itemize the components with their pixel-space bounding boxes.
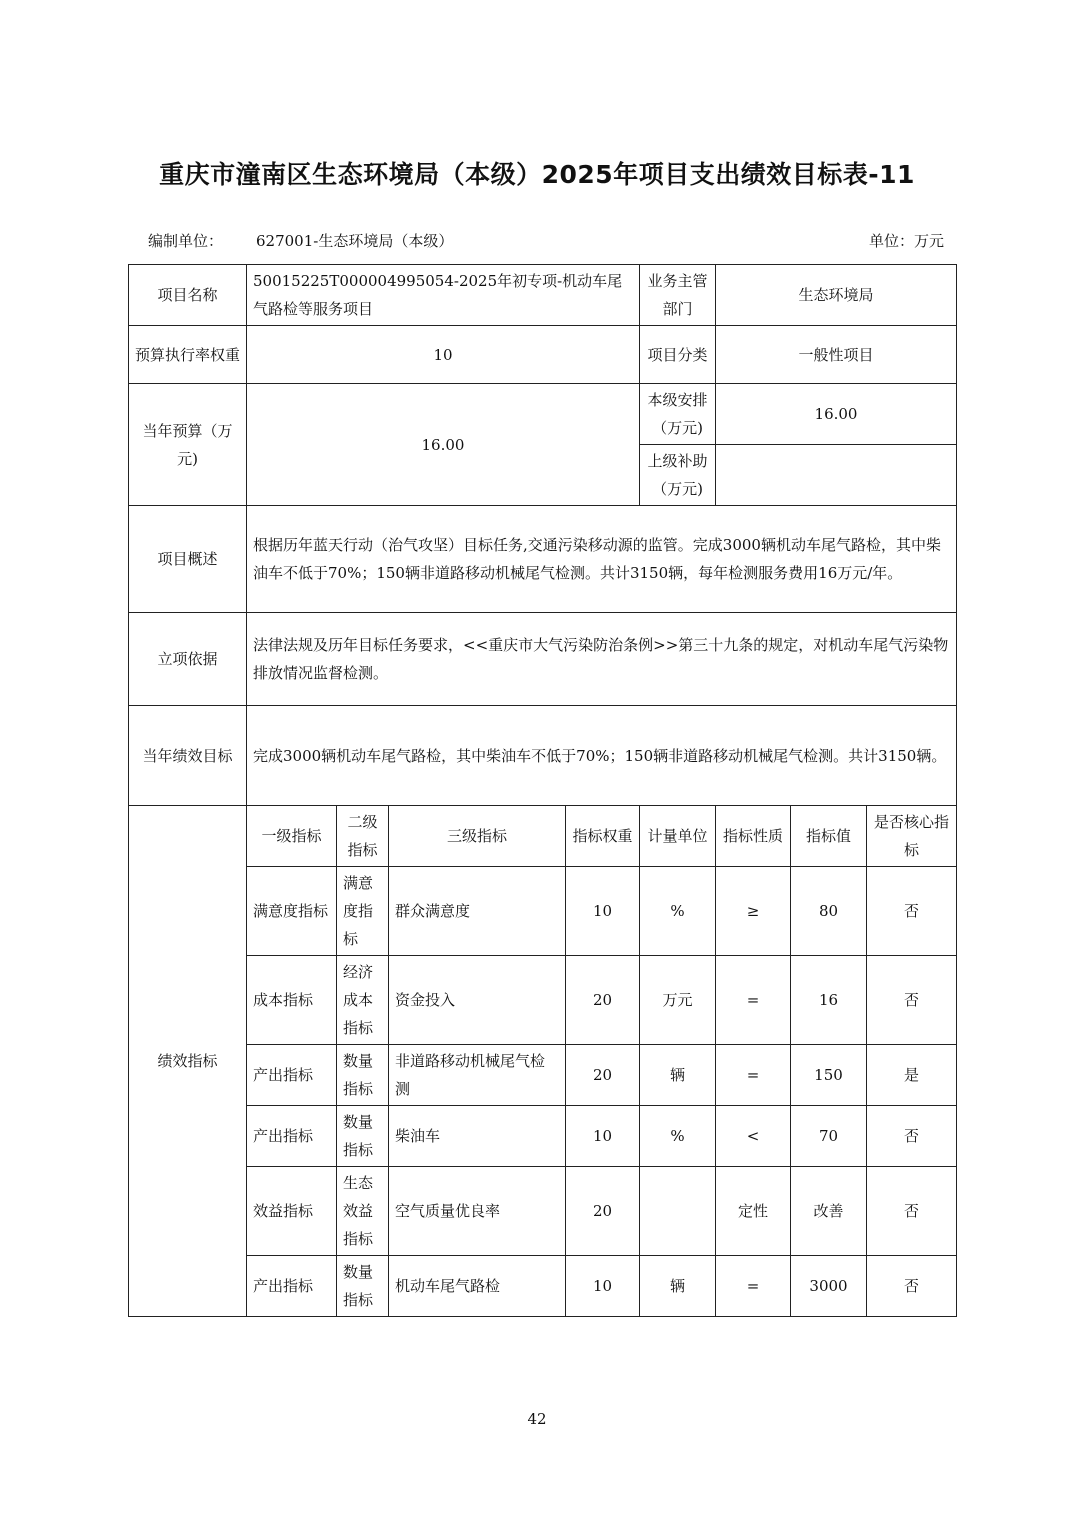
indicator-row [129, 1256, 957, 1317]
header-level1: 一级指标 [247, 806, 337, 867]
project-name-label: 项目名称 [129, 265, 247, 326]
cell-level2: 数量指标 [337, 1106, 389, 1167]
indicators-section-label: 绩效指标 [129, 806, 247, 1317]
cell-level2: 满意度指标 [337, 867, 389, 956]
currency-unit: 单位：万元 [868, 232, 944, 250]
cell-weight: 20 [566, 1045, 640, 1106]
cell-core: 否 [867, 1167, 957, 1256]
cell-unit: % [640, 1106, 716, 1167]
cell-core: 否 [867, 867, 957, 956]
indicator-row [129, 956, 957, 1045]
cell-level3: 资金投入 [389, 956, 566, 1045]
cell-level1: 效益指标 [247, 1167, 337, 1256]
header-weight: 指标权重 [566, 806, 640, 867]
cell-value: 70 [791, 1106, 867, 1167]
cell-unit: 辆 [640, 1256, 716, 1317]
cell-weight: 20 [566, 1167, 640, 1256]
cell-core: 是 [867, 1045, 957, 1106]
cell-level2: 数量指标 [337, 1045, 389, 1106]
local-funding-label: 本级安排（万元) [640, 384, 716, 445]
cell-value: 150 [791, 1045, 867, 1106]
cell-level1: 产出指标 [247, 1256, 337, 1317]
cell-level3: 柴油车 [389, 1106, 566, 1167]
cell-nature: = [716, 956, 791, 1045]
row-goal [129, 706, 957, 806]
row-budget [129, 384, 957, 445]
cell-value: 改善 [791, 1167, 867, 1256]
rate-value: 10 [247, 326, 640, 384]
overview-label: 项目概述 [129, 506, 247, 613]
performance-target-table [128, 264, 957, 1317]
cell-weight: 10 [566, 1256, 640, 1317]
cell-weight: 20 [566, 956, 640, 1045]
cell-core: 否 [867, 1256, 957, 1317]
basis-label: 立项依据 [129, 613, 247, 706]
cell-nature: < [716, 1106, 791, 1167]
dept-value: 生态环境局 [716, 265, 957, 326]
header-core: 是否核心指标 [867, 806, 957, 867]
cell-weight: 10 [566, 1106, 640, 1167]
basis-value: 法律法规及历年目标任务要求，<<重庆市大气污染防治条例>>第三十九条的规定，对机动车尾气污染物排放情况监督检测。 [247, 613, 957, 706]
cell-level3: 空气质量优良率 [389, 1167, 566, 1256]
indicator-header-row [129, 806, 957, 867]
cell-nature: ≥ [716, 867, 791, 956]
page-title: 重庆市潼南区生态环境局（本级）2025年项目支出绩效目标表-11 [159, 160, 915, 189]
indicator-row [129, 1167, 957, 1256]
cell-value: 16 [791, 956, 867, 1045]
cell-level3: 机动车尾气路检 [389, 1256, 566, 1317]
header-unit: 计量单位 [640, 806, 716, 867]
cell-level1: 成本指标 [247, 956, 337, 1045]
cell-level2: 生态效益指标 [337, 1167, 389, 1256]
local-funding-value: 16.00 [716, 384, 957, 445]
compiling-unit-label: 编制单位： [148, 232, 224, 250]
cell-unit: 万元 [640, 956, 716, 1045]
row-rate [129, 326, 957, 384]
cell-level1: 产出指标 [247, 1106, 337, 1167]
cell-value: 80 [791, 867, 867, 956]
header-nature: 指标性质 [716, 806, 791, 867]
row-overview [129, 506, 957, 613]
goal-value: 完成3000辆机动车尾气路检，其中柴油车不低于70%；150辆非道路移动机械尾气检测。共计3150辆。 [247, 706, 957, 806]
category-value: 一般性项目 [716, 326, 957, 384]
header-level2: 二级指标 [337, 806, 389, 867]
cell-weight: 10 [566, 867, 640, 956]
cell-unit [640, 1167, 716, 1256]
cell-level2: 数量指标 [337, 1256, 389, 1317]
cell-value: 3000 [791, 1256, 867, 1317]
header-value: 指标值 [791, 806, 867, 867]
cell-core: 否 [867, 956, 957, 1045]
cell-nature: = [716, 1045, 791, 1106]
indicator-row [129, 1106, 957, 1167]
row-project-name [129, 265, 957, 326]
goal-label: 当年绩效目标 [129, 706, 247, 806]
indicator-row [129, 867, 957, 956]
cell-level2: 经济成本指标 [337, 956, 389, 1045]
cell-level3: 群众满意度 [389, 867, 566, 956]
upper-funding-value [716, 445, 957, 506]
category-label: 项目分类 [640, 326, 716, 384]
indicator-row [129, 1045, 957, 1106]
budget-label: 当年预算（万元) [129, 384, 247, 506]
rate-label: 预算执行率权重 [129, 326, 247, 384]
row-basis [129, 613, 957, 706]
cell-nature: 定性 [716, 1167, 791, 1256]
cell-level1: 产出指标 [247, 1045, 337, 1106]
page-number: 42 [527, 1410, 547, 1428]
overview-value: 根据历年蓝天行动（治气攻坚）目标任务,交通污染移动源的监管。完成3000辆机动车尾气路检，其中柴油车不低于70%；150辆非道路移动机械尾气检测。共计3150辆，每年检测服务费用16万元/年。 [247, 506, 957, 613]
upper-funding-label: 上级补助（万元) [640, 445, 716, 506]
cell-nature: = [716, 1256, 791, 1317]
dept-label: 业务主管部门 [640, 265, 716, 326]
compiling-unit-value: 627001-生态环境局（本级） [256, 232, 454, 250]
cell-unit: % [640, 867, 716, 956]
cell-core: 否 [867, 1106, 957, 1167]
cell-level1: 满意度指标 [247, 867, 337, 956]
project-name-value: 50015225T000004995054-2025年初专项-机动车尾气路检等服务项目 [247, 265, 640, 326]
budget-value: 16.00 [247, 384, 640, 506]
cell-unit: 辆 [640, 1045, 716, 1106]
cell-level3: 非道路移动机械尾气检测 [389, 1045, 566, 1106]
header-level3: 三级指标 [389, 806, 566, 867]
